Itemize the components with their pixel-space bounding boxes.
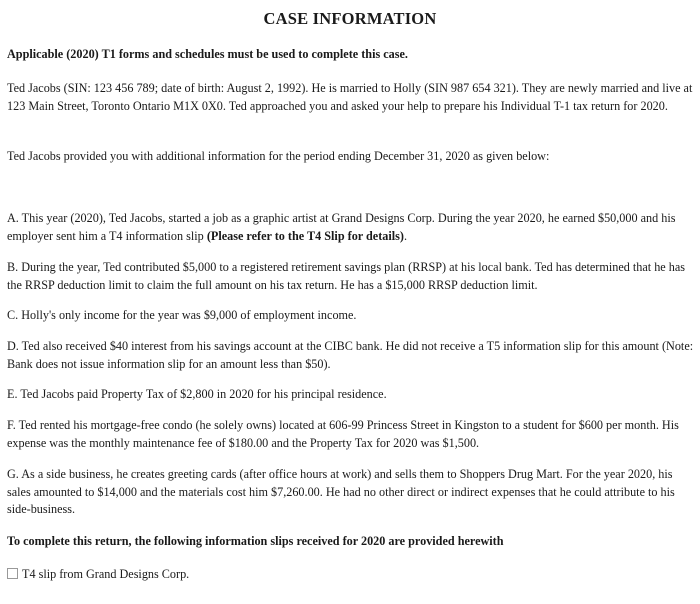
slip-list-item	[7, 566, 699, 584]
item-e: E. Ted Jacobs paid Property Tax of $2,800 in 2020 for his principal residence.	[7, 387, 387, 401]
item-d: D. Ted also received $40 interest from his savings account at the CIBC bank. He did not receive a T5 information slip for this amount (Note: Bank does not issue information slip for an amount less than $50).	[7, 339, 694, 371]
page-title: CASE INFORMATION	[263, 9, 437, 28]
item-a-text: A. This year (2020), Ted Jacobs, started a job as a graphic artist at Grand Designs Corp. During the year 2020, he earned $50,000 and his employer sent him a T4 information slip	[7, 211, 676, 243]
checkbox-icon	[7, 568, 18, 579]
slips-heading: To complete this return, the following information slips received for 2020 are provided herewith	[7, 534, 504, 548]
intro-paragraph: Ted Jacobs (SIN: 123 456 789; date of birth: August 2, 1992). He is married to Holly (SIN 987 654 321). They are newly married and live at 123 Main Street, Toronto Ontario M1X 0X0. Ted approached you and asked your help to prepare his Individual T-1 tax return for 2020.	[7, 81, 693, 113]
additional-info-paragraph: Ted Jacobs provided you with additional information for the period ending December 31, 2020 as given below:	[7, 149, 550, 163]
item-c: C. Holly's only income for the year was $9,000 of employment income.	[7, 308, 357, 322]
item-a	[7, 210, 699, 245]
item-a-bold-note: (Please refer to the T4 Slip for details)	[206, 228, 404, 243]
item-a-end: .	[403, 228, 407, 243]
applicable-note: Applicable (2020) T1 forms and schedules must be used to complete this case.	[7, 47, 408, 61]
item-b: B. During the year, Ted contributed $5,000 to a registered retirement savings plan (RRSP) at his local bank. Ted has determined that he has the RRSP deduction limit to claim the full amount on his tax return. He has a $15,000 RRSP deduction limit.	[7, 260, 685, 292]
slip-label: T4 slip from Grand Designs Corp.	[22, 567, 190, 581]
item-f: F. Ted rented his mortgage-free condo (he solely owns) located at 606-99 Princess Street in Kingston to a student for $600 per month. His expense was the monthly maintenance fee of $180.00 and the Property Tax for 2020 was $1,500.	[7, 418, 679, 450]
item-g: G. As a side business, he creates greeting cards (after office hours at work) and sells them to Shoppers Drug Mart. For the year 2020, his sales amounted to $14,000 and the materials cost him $7,260.00. He had no other direct or indirect expenses that he could attribute to his side-business.	[7, 467, 675, 516]
